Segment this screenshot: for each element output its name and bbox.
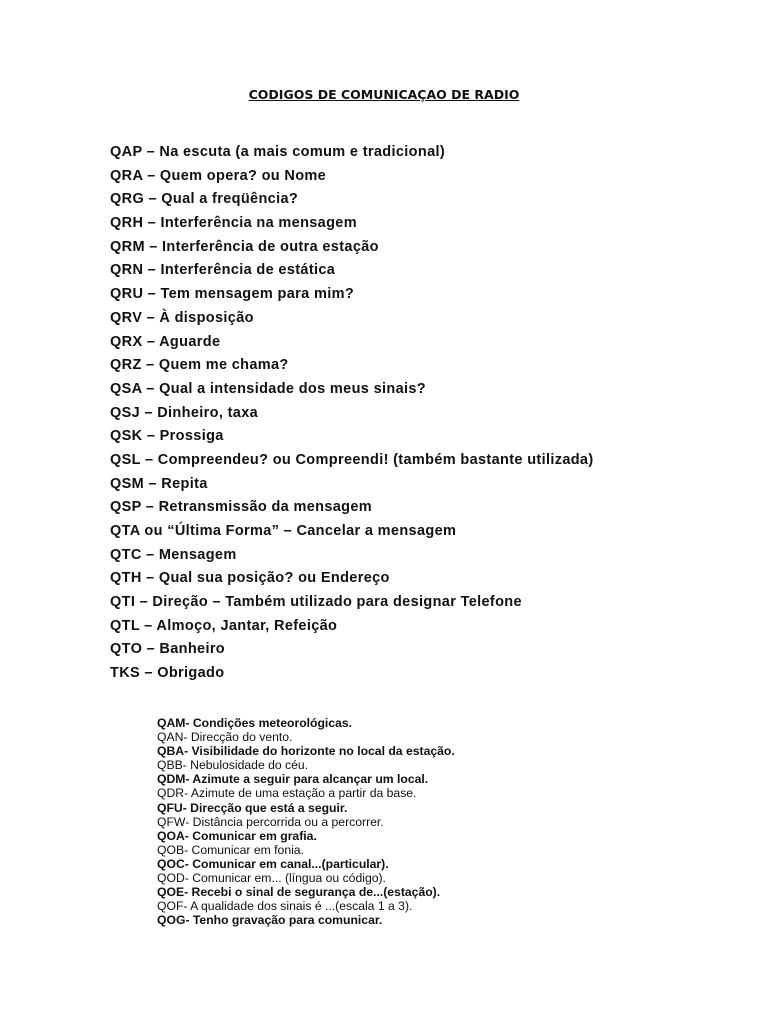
code-line: QRZ – Quem me chama? [110,357,289,374]
secondary-code-list [157,716,455,927]
code-line: QTA ou “Última Forma” – Cancelar a mensagem [110,523,457,539]
code-line: QRM – Interferência de outra estação [110,238,379,255]
code-line: QAP – Na escuta (a mais comum e tradicional) [110,144,446,160]
code-line: QTL – Almoço, Jantar, Refeição [110,617,338,634]
code-line: QRN – Interferência de estática [110,262,336,279]
code-line: QTC – Mensagem [110,546,237,563]
code-line: QSP – Retransmissão da mensagem [110,499,373,516]
code-line: QRG – Qual a freqüência? [110,191,299,208]
code-line: QTH – Qual sua posição? ou Endereço [110,570,390,587]
code-line: QRA – Quem opera? ou Nome [110,167,327,184]
code-line: QSA – Qual a intensidade dos meus sinais? [110,380,426,397]
secondary-code-line: QAM- Condições meteorológicas. [157,716,353,730]
code-line: QRX – Aguarde [110,333,221,350]
main-code-list [110,141,594,686]
secondary-code-line: QOE- Recebi o sinal de segurança de...(estação). [157,885,441,900]
code-line: QTO – Banheiro [110,641,226,658]
code-line: QRH – Interferência na mensagem [110,215,357,232]
secondary-code-line: QAN- Direcção do vento. [157,730,293,745]
secondary-code-line: QOC- Comunicar em canal...(particular). [157,856,389,871]
code-line: QSL – Compreendeu? ou Compreendi! (também bastante utilizada) [110,451,594,468]
secondary-code-line: QOD- Comunicar em... (língua ou código). [157,871,386,886]
secondary-code-line: QOB- Comunicar em fonia. [157,842,304,857]
code-line: QSK – Prossiga [110,428,224,445]
secondary-code-line: QBA- Visibilidade do horizonte no local da estação. [157,744,455,759]
code-line: TKS – Obrigado [110,665,225,682]
secondary-code-line: QFU- Direcção que está a seguir. [157,800,348,815]
code-line: QTI – Direção – Também utilizado para designar Telefone [110,594,522,611]
code-line: QRV – À disposição [110,309,254,326]
document-title: CODIGOS DE COMUNICAÇAO DE RADIO [248,87,520,102]
secondary-code-line: QOG- Tenho gravação para comunicar. [157,913,383,928]
secondary-code-line: QFW- Distância percorrida ou a percorrer. [157,814,384,829]
secondary-code-line: QDR- Azimute de uma estação a partir da base. [157,786,417,801]
secondary-code-line: QDM- Azimute a seguir para alcançar um local. [157,772,429,787]
secondary-code-line: QOA- Comunicar em grafia. [157,828,317,843]
code-line: QSJ – Dinheiro, taxa [110,404,259,421]
secondary-code-line: QBB- Nebulosidade do céu. [157,758,309,773]
code-line: QRU – Tem mensagem para mim? [110,286,355,303]
secondary-code-line: QOF- A qualidade dos sinais é ...(escala 1 a 3). [157,899,413,914]
code-line: QSM – Repita [110,475,208,492]
